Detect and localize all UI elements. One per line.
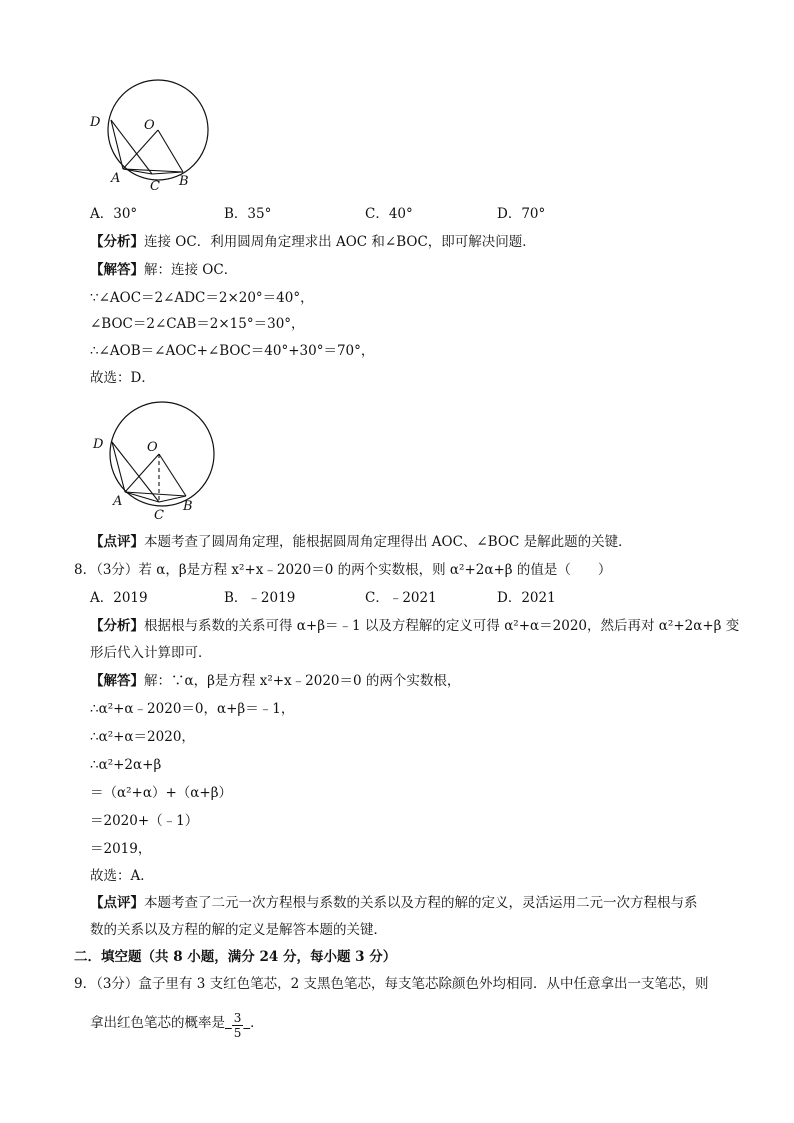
label-o: O [144, 118, 155, 133]
q8-option-c: C．﹣2021 [365, 590, 437, 606]
comment-text: 本题考查了二元一次方程根与系数的关系以及方程的解的定义，灵活运用二元一次方程根与系 [144, 895, 698, 911]
q8-line-7: 故选：A． [90, 868, 154, 884]
segment-oa [125, 454, 159, 492]
q7-solution [90, 261, 237, 279]
label-c: C [154, 508, 164, 523]
q9-stem-text: 拿出红色笔芯的概率是 [90, 1015, 225, 1031]
solution-tag: 【解答】 [90, 673, 144, 689]
q7-line-3: ∴∠AOB＝∠AOC+∠BOC＝40°+30°＝70°， [90, 343, 375, 359]
q7-option-a: A．30° [90, 206, 138, 222]
section-title: 二．填空题（共 8 小题，满分 24 分，每小题 3 分） [74, 949, 397, 965]
solution-text: 解：∵α，β是方程 x²+x﹣2020＝0 的两个实数根， [144, 673, 461, 689]
q8-line-3: ∴α²+2α+β [90, 757, 162, 773]
q8-analysis-cont: 形后代入计算即可． [90, 645, 212, 661]
label-b: B [183, 499, 193, 514]
q8-option-b: B．﹣2019 [224, 590, 296, 606]
analysis-text: 连接 OC．利用圆周角定理求出 AOC 和∠BOC，即可解决问题． [144, 234, 536, 250]
q8-line-6: ＝2019， [90, 841, 152, 857]
q7-analysis [90, 233, 536, 251]
q8-option-a: A．2019 [90, 590, 148, 606]
answer-blank [225, 1011, 250, 1040]
q7-option-d: D．70° [497, 206, 546, 222]
circle-figure-1 [80, 74, 220, 194]
label-a: A [111, 171, 121, 186]
q8-line-5: ＝2020+（﹣1） [90, 813, 199, 829]
segment-ob [159, 454, 186, 496]
label-d: D [90, 115, 101, 130]
analysis-tag: 【分析】 [90, 618, 144, 634]
q8-analysis [90, 617, 739, 635]
q7-line-2: ∠BOC＝2∠CAB＝2×15°＝30°， [90, 316, 305, 332]
label-d: D [93, 437, 104, 452]
q7-comment [90, 533, 632, 551]
comment-tag: 【点评】 [90, 895, 144, 911]
q8-solution [90, 672, 460, 690]
label-a: A [113, 494, 123, 509]
solution-text: 解：连接 OC． [144, 262, 238, 278]
q7-line-4: 故选：D． [90, 370, 155, 386]
comment-tag: 【点评】 [90, 534, 144, 550]
fraction-denominator: 5 [233, 1026, 242, 1040]
q8-comment [90, 894, 698, 912]
q8-comment-cont: 数的关系以及方程的解的定义是解答本题的关键． [90, 922, 387, 938]
q8-line-2: ∴α²+α＝2020， [90, 729, 195, 745]
q7-line-1: ∵∠AOC＝2∠ADC＝2×20°＝40°， [90, 290, 314, 306]
segment-ab [125, 492, 186, 496]
q8-line-1: ∴α²+α﹣2020＝0，α+β＝﹣1， [90, 701, 295, 717]
q7-option-b: B．35° [224, 206, 272, 222]
label-c: C [150, 179, 160, 194]
label-b: B [179, 174, 189, 189]
comment-text: 本题考查了圆周角定理，能根据圆周角定理得出 AOC、∠BOC 是解此题的关键． [144, 534, 632, 550]
solution-tag: 【解答】 [90, 262, 144, 278]
segment-cb [159, 496, 186, 502]
segment-ob [158, 130, 183, 172]
q9-end: ． [250, 1015, 264, 1031]
q7-option-c: C．40° [365, 206, 413, 222]
q8-line-4: ＝（α²+α）+（α+β） [90, 785, 233, 801]
analysis-tag: 【分析】 [90, 234, 144, 250]
circle-outline [110, 402, 214, 506]
q9-stem: 9．（3分）盒子里有 3 支红色笔芯，2 支黑色笔芯，每支笔芯除颜色外均相同．从中任意拿出一支笔芯，则 [74, 976, 709, 992]
analysis-text: 根据根与系数的关系可得 α+β＝﹣1 以及方程解的定义可得 α²+α＝2020，然后再对 α²+2α+β 变 [144, 618, 740, 634]
label-o: O [147, 440, 158, 455]
circle-figure-2 [80, 396, 230, 526]
answer-fraction [232, 1011, 244, 1040]
q8-stem: 8．（3分）若 α，β是方程 x²+x﹣2020＝0 的两个实数根，则 α²+2α+β 的值是（ ） [74, 562, 612, 578]
q9-stem-cont [90, 1011, 264, 1040]
q8-option-d: D．2021 [497, 590, 556, 606]
fraction-numerator: 3 [233, 1011, 242, 1025]
segment-oa [123, 130, 158, 169]
